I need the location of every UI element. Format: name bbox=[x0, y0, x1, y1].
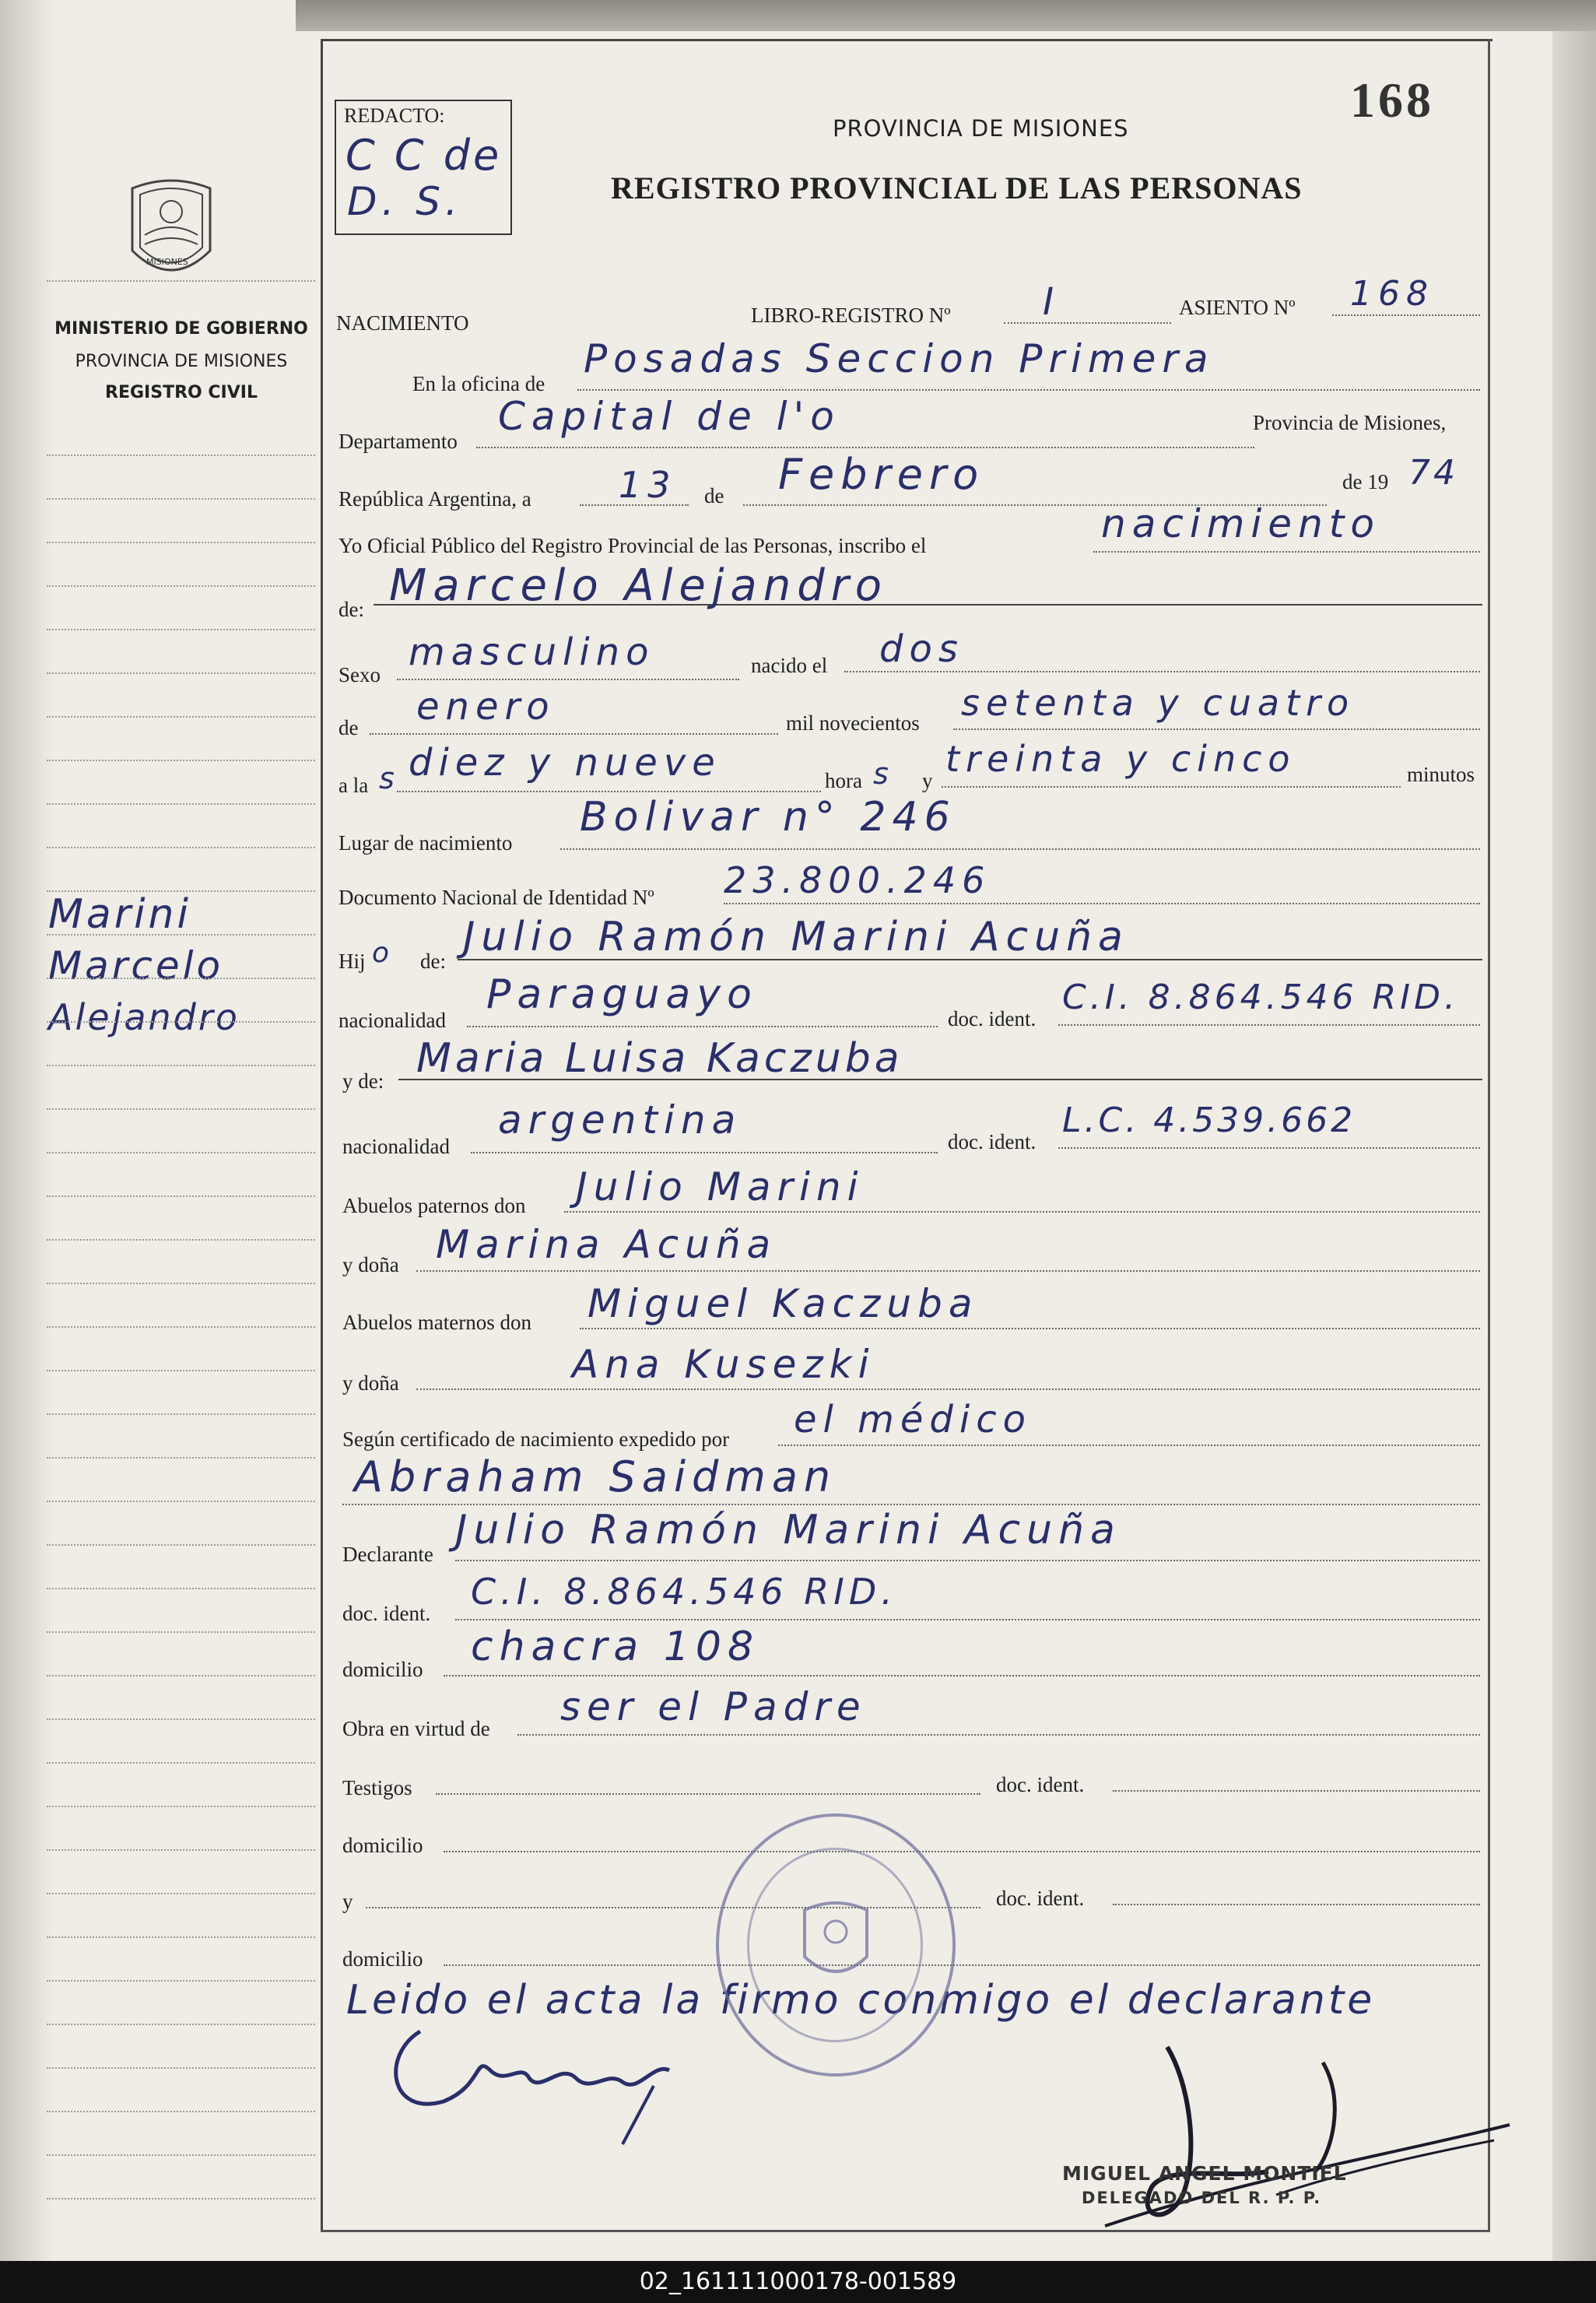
domicilio3-line bbox=[444, 1964, 1480, 1966]
official-signature-icon bbox=[1089, 2039, 1525, 2242]
asiento-value: 168 bbox=[1350, 274, 1434, 314]
margin-ruled-line bbox=[47, 978, 315, 979]
margin-ruled-line bbox=[47, 1806, 315, 1807]
margin-ruled-line bbox=[47, 1936, 315, 1938]
sexo-label: Sexo bbox=[338, 663, 381, 686]
medico-value: Abraham Saidman bbox=[354, 1452, 837, 1501]
libro-line bbox=[1004, 322, 1171, 324]
province-emblem bbox=[117, 173, 226, 290]
minutos-value: treinta y cinco bbox=[945, 738, 1296, 780]
margin-ruled-line bbox=[47, 542, 315, 543]
declarante-line bbox=[455, 1560, 1480, 1561]
margin-ruled-line bbox=[47, 1893, 315, 1894]
redacto-label: REDACTO: bbox=[344, 104, 445, 127]
emblem-text: MISIONES bbox=[146, 257, 188, 267]
nac2-value: argentina bbox=[498, 1097, 742, 1143]
page-edge-top bbox=[296, 0, 1596, 31]
domicilio3-label: domicilio bbox=[342, 1947, 423, 1971]
domicilio2-line bbox=[444, 1851, 1480, 1852]
margin-ruled-line bbox=[47, 1108, 315, 1110]
oficial-label: Yo Oficial Público del Registro Provincial de las Personas, inscribo el bbox=[338, 534, 927, 557]
mil-value: setenta y cuatro bbox=[961, 682, 1356, 724]
margin-ruled-line bbox=[47, 1283, 315, 1284]
margin-ruled-line bbox=[47, 2111, 315, 2112]
margin-ruled-line bbox=[47, 1021, 315, 1023]
nacido-value: dos bbox=[879, 627, 964, 671]
nac1-line bbox=[467, 1026, 938, 1027]
margin-ruled-line bbox=[47, 2198, 315, 2199]
margin-ruled-line bbox=[47, 2024, 315, 2025]
padre-value: Julio Ramón Marini Acuña bbox=[463, 914, 1129, 960]
testigos-line bbox=[436, 1793, 980, 1795]
nacido-label: nacido el bbox=[751, 654, 828, 677]
dni-label: Documento Nacional de Identidad Nº bbox=[338, 886, 654, 909]
oficial-line bbox=[1093, 551, 1480, 553]
margin-ruled-line bbox=[47, 1718, 315, 1720]
margin-ruled-line bbox=[47, 1762, 315, 1764]
margin-ruled-line bbox=[47, 455, 315, 456]
page-number: 168 bbox=[1350, 72, 1434, 128]
margin-ruled-line bbox=[47, 1675, 315, 1676]
binding-shadow bbox=[0, 0, 54, 2261]
doc3-label: doc. ident. bbox=[342, 1602, 431, 1625]
header-title: REGISTRO PROVINCIAL DE LAS PERSONAS bbox=[611, 170, 1303, 205]
margin-ruled-line bbox=[47, 1195, 315, 1197]
doc5-label: doc. ident. bbox=[996, 1887, 1085, 1910]
header-province: PROVINCIA DE MISIONES bbox=[833, 115, 1129, 142]
margin-ruled-line bbox=[47, 1457, 315, 1459]
margin-ruled-line bbox=[47, 672, 315, 674]
margin-name-second: Alejandro bbox=[48, 996, 240, 1038]
form-frame-right bbox=[1488, 39, 1490, 2232]
ydona2-value: Ana Kusezki bbox=[572, 1342, 875, 1387]
record-type-label: NACIMIENTO bbox=[336, 311, 469, 335]
mil-line bbox=[953, 728, 1480, 730]
minutos-line bbox=[942, 786, 1401, 788]
nac1-value: Paraguayo bbox=[486, 971, 758, 1018]
alas-suffix: s bbox=[379, 761, 395, 795]
margin-ruled-line bbox=[47, 1239, 315, 1241]
nombre-value: Marcelo Alejandro bbox=[389, 560, 889, 611]
doc2-line bbox=[1058, 1147, 1480, 1149]
horas-suffix: s bbox=[873, 757, 889, 791]
seal-emblem-icon bbox=[789, 1894, 882, 1988]
oficial-value: nacimiento bbox=[1101, 501, 1380, 546]
official-seal bbox=[716, 1813, 956, 2077]
margin-ruled-line bbox=[47, 585, 315, 587]
doc5-line bbox=[1113, 1904, 1480, 1905]
doc4-label: doc. ident. bbox=[996, 1773, 1085, 1796]
horas-label: hora bbox=[825, 769, 862, 792]
margin-name-surname: Marini bbox=[48, 891, 191, 938]
redacto-box bbox=[335, 100, 512, 235]
asiento-label: ASIENTO Nº bbox=[1179, 296, 1296, 319]
doc2-label: doc. ident. bbox=[948, 1130, 1037, 1153]
closing-value: Leido el acta la firmo conmigo el declarante bbox=[346, 1977, 1376, 2024]
segun-value: el médico bbox=[794, 1398, 1032, 1441]
lugar-value: Bolivar n° 246 bbox=[580, 794, 956, 841]
margin-ruled-line bbox=[47, 1065, 315, 1066]
doc4-line bbox=[1113, 1790, 1480, 1792]
oficina-label: En la oficina de bbox=[412, 372, 545, 395]
asiento-line bbox=[1332, 314, 1480, 316]
margin-ruled-line bbox=[47, 1413, 315, 1415]
redacto-value-2: D. S. bbox=[347, 179, 462, 224]
doc1-line bbox=[1058, 1024, 1480, 1026]
margin-ruled-line bbox=[47, 803, 315, 805]
declarante-value: Julio Ramón Marini Acuña bbox=[455, 1507, 1121, 1553]
nacido-line bbox=[844, 671, 1480, 672]
declarante-label: Declarante bbox=[342, 1543, 433, 1566]
margin-name-first: Marcelo bbox=[48, 943, 224, 988]
ydona2-line bbox=[416, 1388, 1480, 1390]
ab-mat-value: Miguel Kaczuba bbox=[588, 1281, 979, 1326]
ministry-label: MINISTERIO DE GOBIERNO bbox=[54, 319, 308, 339]
page-edge-right bbox=[1552, 31, 1596, 2261]
nac2-label: nacionalidad bbox=[342, 1135, 450, 1158]
lugar-line bbox=[560, 848, 1480, 850]
de2-label: de: bbox=[338, 598, 364, 621]
doc3-value: C.I. 8.864.546 RID. bbox=[471, 1571, 897, 1613]
doc1-label: doc. ident. bbox=[948, 1007, 1037, 1030]
yde-label: y de: bbox=[342, 1069, 384, 1093]
departamento-label: Departamento bbox=[338, 430, 458, 453]
y-label: y bbox=[922, 769, 933, 792]
segun-label: Según certificado de nacimiento expedido por bbox=[342, 1427, 730, 1451]
libro-value: I bbox=[1043, 280, 1061, 324]
departamento-value: Capital de l'o bbox=[498, 394, 840, 439]
margin-ruled-line bbox=[47, 890, 315, 892]
ydona2-label: y doña bbox=[342, 1371, 399, 1395]
margin-ruled-line bbox=[47, 1370, 315, 1371]
hij-label: Hij bbox=[338, 950, 366, 973]
margin-ruled-line bbox=[47, 716, 315, 718]
alas-label: a la bbox=[338, 774, 369, 797]
registry-label: REGISTRO CIVIL bbox=[105, 383, 258, 402]
dni-line bbox=[724, 903, 1480, 904]
margin-ruled-line bbox=[47, 1849, 315, 1851]
margin-ruled-line bbox=[47, 1631, 315, 1633]
ab-mat-label: Abuelos maternos don bbox=[342, 1311, 531, 1334]
margin-ruled-line bbox=[47, 2067, 315, 2069]
obra-line bbox=[517, 1734, 1480, 1736]
sexo-value: masculino bbox=[409, 630, 655, 674]
oficina-line bbox=[577, 389, 1480, 391]
domicilio2-label: domicilio bbox=[342, 1834, 423, 1857]
medico-line bbox=[342, 1504, 1480, 1505]
oficina-value: Posadas Seccion Primera bbox=[584, 336, 1215, 381]
domicilio1-label: domicilio bbox=[342, 1658, 423, 1681]
margin-ruled-line bbox=[47, 1152, 315, 1153]
doc2-value: L.C. 4.539.662 bbox=[1062, 1101, 1356, 1140]
ydona1-value: Marina Acuña bbox=[436, 1222, 777, 1267]
margin-ruled-line bbox=[47, 760, 315, 761]
mil-label: mil novecientos bbox=[786, 711, 920, 735]
lugar-label: Lugar de nacimiento bbox=[338, 831, 513, 855]
mes-nac-line bbox=[370, 733, 778, 735]
domicilio1-value: chacra 108 bbox=[471, 1624, 760, 1670]
margin-ruled-line bbox=[47, 1980, 315, 1982]
margin-ruled-line bbox=[47, 1326, 315, 1328]
de3-label: de bbox=[338, 716, 359, 739]
nac1-label: nacionalidad bbox=[338, 1009, 446, 1032]
anio-label: de 19 bbox=[1342, 470, 1389, 493]
departamento-line bbox=[476, 447, 1254, 448]
ab-pat-value: Julio Marini bbox=[576, 1164, 865, 1209]
official-name: MIGUEL ANGEL MONTIEL bbox=[1062, 2162, 1347, 2185]
madre-value: Maria Luisa Kaczuba bbox=[416, 1035, 903, 1082]
dni-value: 23.800.246 bbox=[724, 859, 991, 901]
declarante-signature-icon bbox=[374, 2008, 700, 2148]
de-label: de bbox=[704, 484, 724, 507]
redacto-value-1: C C de bbox=[346, 131, 503, 180]
hij-de-label: de: bbox=[420, 950, 446, 973]
doc1-value: C.I. 8.864.546 RID. bbox=[1062, 978, 1459, 1017]
ydona1-label: y doña bbox=[342, 1253, 399, 1276]
footer-filename: 02_161111000178-001589 bbox=[0, 2261, 1596, 2303]
margin-ruled-line bbox=[47, 934, 315, 936]
margin-ruled-line bbox=[47, 847, 315, 848]
sexo-line bbox=[397, 679, 739, 680]
nac2-line bbox=[471, 1152, 938, 1153]
ydona1-line bbox=[416, 1270, 1480, 1272]
republica-label: República Argentina, a bbox=[338, 487, 531, 511]
doc3-line bbox=[455, 1619, 1480, 1620]
ab-pat-label: Abuelos paternos don bbox=[342, 1194, 526, 1217]
mes-nac-value: enero bbox=[416, 685, 556, 728]
dia-value: 13 bbox=[619, 464, 677, 506]
mes-value: Febrero bbox=[778, 450, 985, 499]
official-title: DELEGADO DEL R. P. P. bbox=[1082, 2189, 1322, 2207]
hora-value: diez y nueve bbox=[409, 741, 721, 785]
margin-ruled-line bbox=[47, 1501, 315, 1502]
segun-line bbox=[778, 1445, 1480, 1446]
y2-label: y bbox=[342, 1890, 353, 1913]
margin-ruled-line bbox=[47, 2154, 315, 2156]
anio-value: 74 bbox=[1408, 453, 1458, 493]
libro-label: LIBRO-REGISTRO Nº bbox=[751, 304, 951, 327]
ab-mat-line bbox=[580, 1328, 1480, 1329]
province-label: PROVINCIA DE MISIONES bbox=[75, 352, 288, 371]
domicilio1-line bbox=[444, 1675, 1480, 1676]
obra-value: ser el Padre bbox=[560, 1684, 867, 1729]
margin-ruled-line bbox=[47, 1544, 315, 1546]
obra-label: Obra en virtud de bbox=[342, 1717, 490, 1740]
minutos-label: minutos bbox=[1407, 763, 1475, 786]
hora-line bbox=[397, 791, 821, 792]
ab-pat-line bbox=[564, 1211, 1480, 1213]
margin-ruled-line bbox=[47, 629, 315, 630]
hij-suffix: o bbox=[372, 937, 390, 969]
margin-ruled-line bbox=[47, 280, 315, 282]
margin-ruled-line bbox=[47, 1588, 315, 1589]
provincia-label: Provincia de Misiones, bbox=[1253, 411, 1447, 434]
margin-ruled-line bbox=[47, 498, 315, 500]
testigos-label: Testigos bbox=[342, 1776, 412, 1799]
